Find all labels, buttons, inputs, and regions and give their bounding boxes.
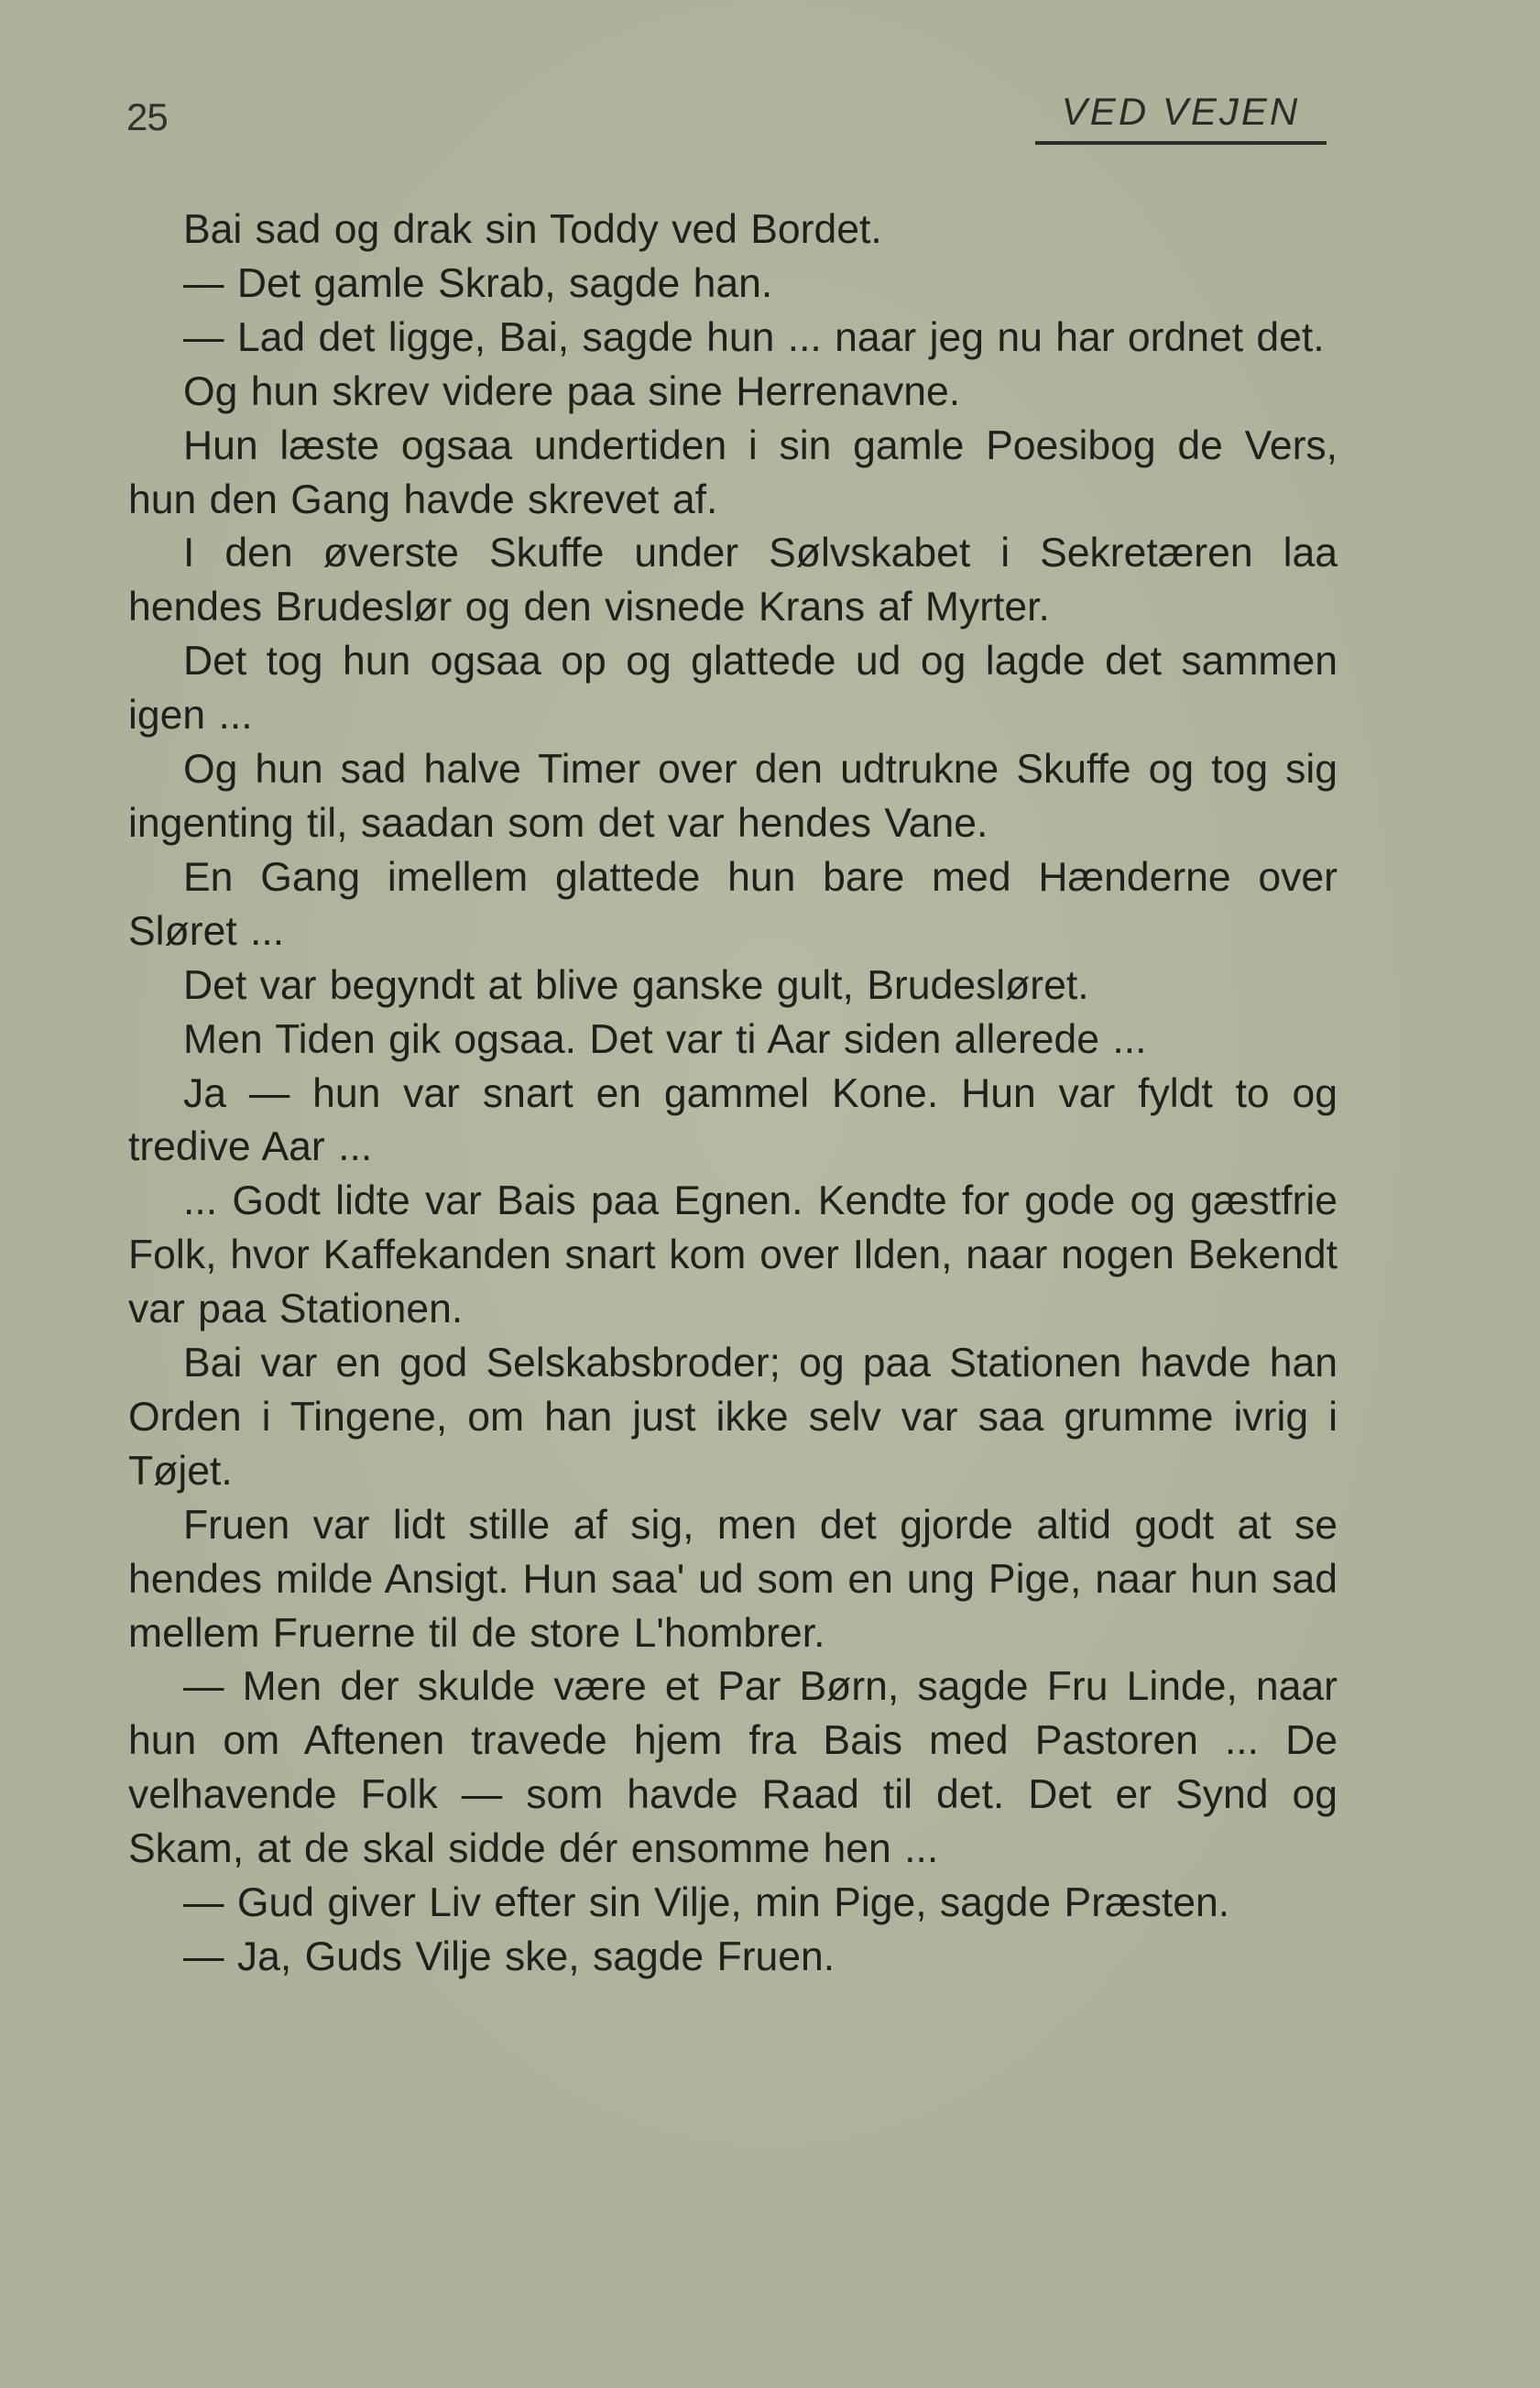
paragraph: — Ja, Guds Vilje ske, sagde Fruen. — [183, 1934, 836, 1979]
paragraph: — Gud giver Liv efter sin Vilje, min Pige, sagde Præsten. — [183, 1880, 1230, 1926]
paragraph: ... Godt lidte var Bais paa Egnen. Kendte for gode og gæstfrie Folk, hvor Kaffekanden snart kom over Ilden, naar nogen Bekendt var paa Stationen. — [128, 1178, 1338, 1332]
paragraph: Men Tiden gik ogsaa. Det var ti Aar siden allerede ... — [183, 1016, 1147, 1062]
body-text — [128, 203, 1338, 1985]
paragraph: — Men der skulde være et Par Børn, sagde Fru Linde, naar hun om Aftenen travede hjem fra Bais med Pastoren ... De velhavende Folk — som havde Raad til det. Det er Synd og Skam, at de skal sidde dér ensomme hen ... — [128, 1664, 1338, 1872]
paragraph: Bai sad og drak sin Toddy ved Bordet. — [183, 207, 882, 252]
paragraph: Og hun sad halve Timer over den udtrukne Skuffe og tog sig ingenting til, saadan som det var hendes Vane. — [128, 747, 1338, 846]
paragraph: Fruen var lidt stille af sig, men det gjorde altid godt at se hendes milde Ansigt. Hun saa' ud som en ung Pige, naar hun sad mellem Fruerne til de store L'hombrer. — [128, 1502, 1338, 1656]
paragraph: I den øverste Skuffe under Sølvskabet i Sekretæren laa hendes Brudeslør og den visnede Krans af Myrter. — [128, 531, 1338, 630]
paragraph: Ja — hun var snart en gammel Kone. Hun var fyldt to og tredive Aar ... — [128, 1070, 1338, 1170]
paragraph: — Lad det ligge, Bai, sagde hun ... naar jeg nu har ordnet det. — [183, 314, 1325, 360]
running-head: VED VEJEN — [1061, 90, 1301, 133]
paragraph: — Det gamle Skrab, sagde han. — [183, 260, 773, 306]
paragraph: En Gang imellem glattede hun bare med Hænderne over Sløret ... — [128, 854, 1338, 954]
paragraph: Det tog hun ogsaa op og glattede ud og lagde det sammen igen ... — [128, 639, 1338, 739]
paragraph: Det var begyndt at blive ganske gult, Brudesløret. — [183, 962, 1089, 1008]
running-head-rule — [1035, 141, 1327, 145]
page-number: 25 — [126, 95, 168, 138]
paragraph: Hun læste ogsaa undertiden i sin gamle Poesibog de Vers, hun den Gang havde skrevet af. — [128, 422, 1338, 522]
paragraph: Og hun skrev videre paa sine Herrenavne. — [183, 368, 961, 414]
paragraph: Bai var en god Selskabsbroder; og paa Stationen havde han Orden i Tingene, om han just ikke selv var saa grumme ivrig i Tøjet. — [128, 1341, 1338, 1494]
